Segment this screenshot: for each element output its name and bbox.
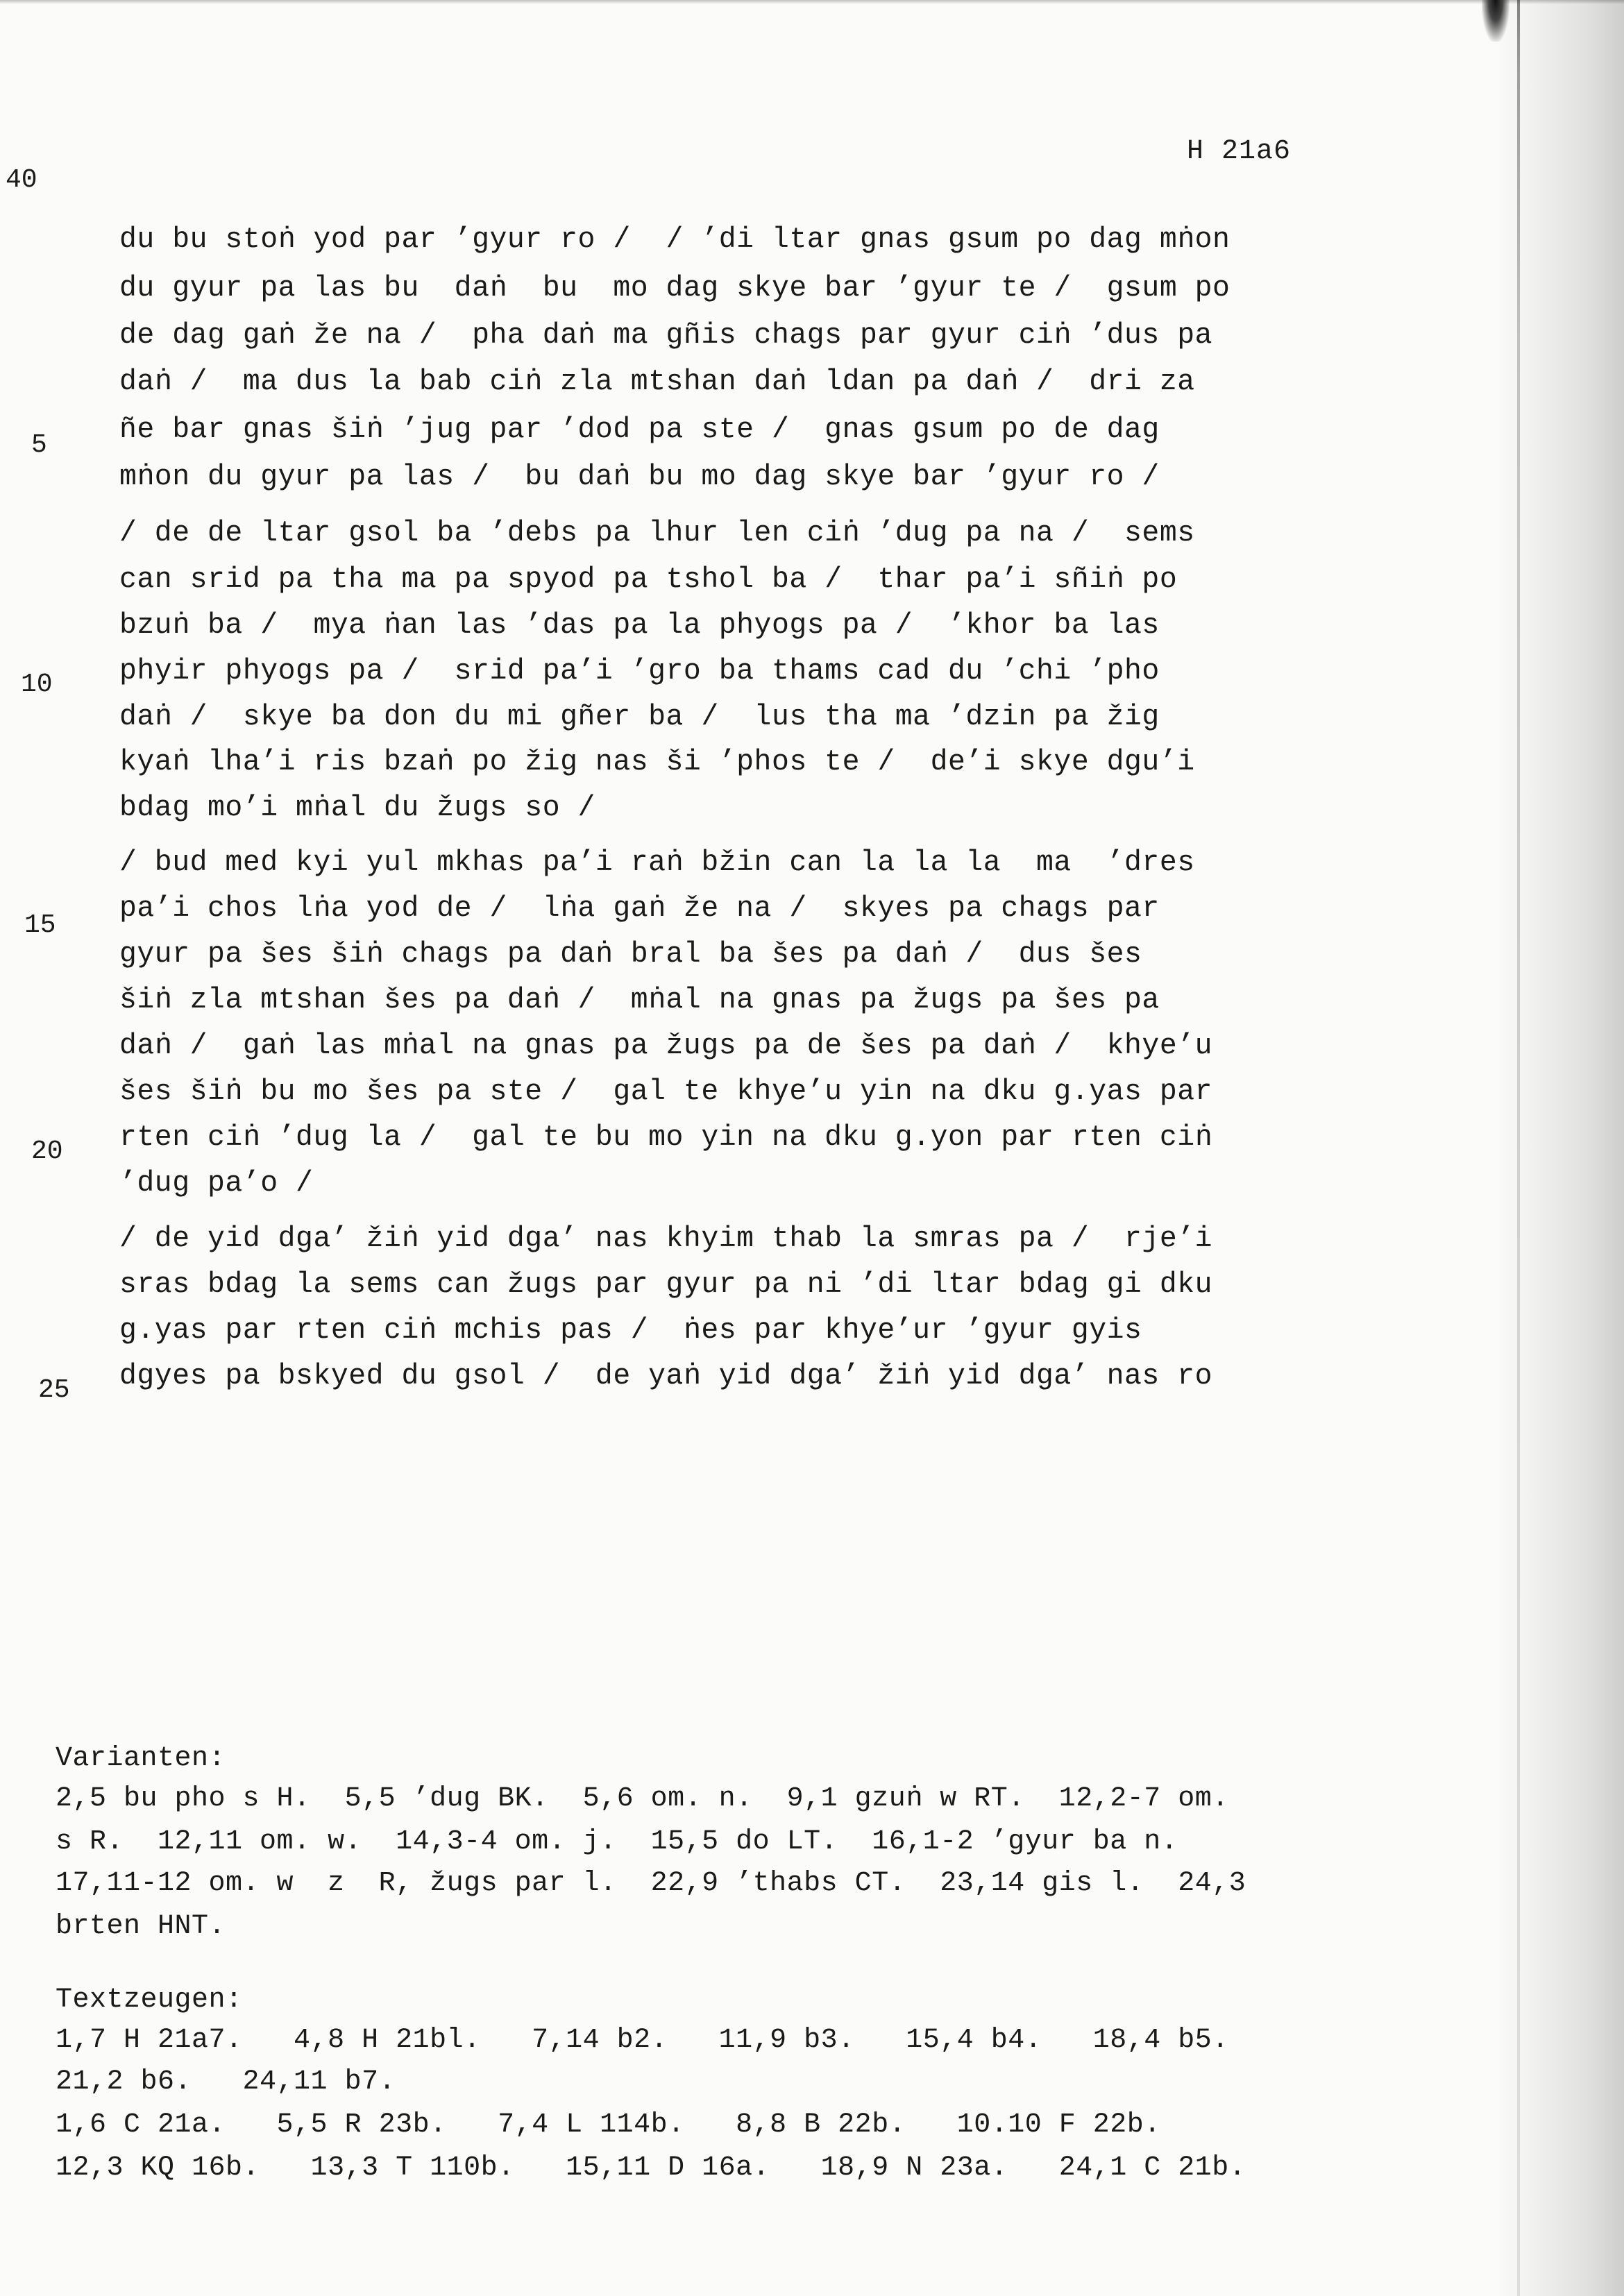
witness-line: 21,2 b6. 24,11 b7. bbox=[56, 2066, 396, 2098]
scan-top-shadow bbox=[0, 0, 1624, 4]
line-number: 20 bbox=[31, 1137, 63, 1166]
text-line: de dag gaṅ že na / pha daṅ ma gñis chags par gyur ciṅ ’dus pa bbox=[119, 319, 1213, 352]
variant-line: s R. 12,11 om. w. 14,3-4 om. j. 15,5 do LT. 16,1-2 ’gyur ba n. bbox=[56, 1826, 1178, 1857]
scan-page-fold bbox=[1517, 0, 1520, 2296]
variant-line: 2,5 bu pho s H. 5,5 ’dug BK. 5,6 om. n. 9,1 gzuṅ w RT. 12,2-7 om. bbox=[56, 1783, 1229, 1814]
text-line: / de yid dga’ žiṅ yid dga’ nas khyim thab la smras pa / rje’i bbox=[119, 1223, 1213, 1255]
text-line: daṅ / skye ba don du mi gñer ba / lus tha ma ’dzin pa žig bbox=[119, 701, 1160, 733]
line-number: 25 bbox=[38, 1375, 70, 1405]
text-line: rten ciṅ ’dug la / gal te bu mo yin na dku g.yon par rten ciṅ bbox=[119, 1121, 1213, 1154]
folio-reference: H 21a6 bbox=[1187, 136, 1292, 167]
line-number: 15 bbox=[24, 910, 56, 940]
witness-line: 1,7 H 21a7. 4,8 H 21bl. 7,14 b2. 11,9 b3. 15,4 b4. 18,4 b5. bbox=[56, 2025, 1229, 2056]
text-line: du gyur pa las bu daṅ bu mo dag skye bar ’gyur te / gsum po bbox=[119, 272, 1230, 305]
witness-line: 1,6 C 21a. 5,5 R 23b. 7,4 L 114b. 8,8 B 22b. 10.10 F 22b. bbox=[56, 2109, 1161, 2141]
witnesses-heading: Textzeugen: bbox=[56, 1984, 243, 2016]
text-line: / de de ltar gsol ba ’debs pa lhur len ciṅ ’dug pa na / sems bbox=[119, 517, 1195, 550]
text-line: sras bdag la sems can žugs par gyur pa ni ’di ltar bdag gi dku bbox=[119, 1268, 1213, 1301]
text-line: šes šiṅ bu mo šes pa ste / gal te khye’u yin na dku g.yas par bbox=[119, 1075, 1213, 1108]
text-line: du bu stoṅ yod par ’gyur ro / / ’di ltar gnas gsum po dag mṅon bbox=[119, 223, 1230, 256]
scan-page-edge-shadow bbox=[1492, 0, 1624, 2296]
text-line: bzuṅ ba / mya ṅan las ’das pa la phyogs pa / ’khor ba las bbox=[119, 609, 1160, 642]
text-line: kyaṅ lha’i ris bzaṅ po žig nas ši ’phos te / de’i skye dgu’i bbox=[119, 746, 1195, 779]
text-line: ’dug pa’o / bbox=[119, 1167, 314, 1200]
text-line: bdag mo’i mṅal du žugs so / bbox=[119, 792, 595, 824]
text-line: daṅ / gaṅ las mṅal na gnas pa žugs pa de šes pa daṅ / khye’u bbox=[119, 1030, 1213, 1062]
witness-line: 12,3 KQ 16b. 13,3 T 110b. 15,11 D 16a. 18,9 N 23a. 24,1 C 21b. bbox=[56, 2152, 1246, 2184]
page-number: 40 bbox=[6, 165, 37, 195]
variants-heading: Varianten: bbox=[56, 1743, 226, 1774]
text-line: pa’i chos lṅa yod de / lṅa gaṅ že na / skyes pa chags par bbox=[119, 892, 1160, 925]
text-line: dgyes pa bskyed du gsol / de yaṅ yid dga’ žiṅ yid dga’ nas ro bbox=[119, 1360, 1213, 1393]
line-number: 10 bbox=[21, 670, 53, 699]
line-number: 5 bbox=[31, 430, 47, 460]
variant-line: brten HNT. bbox=[56, 1911, 226, 1942]
text-line: šiṅ zla mtshan šes pa daṅ / mṅal na gnas pa žugs pa šes pa bbox=[119, 984, 1160, 1017]
text-line: phyir phyogs pa / srid pa’i ’gro ba thams cad du ’chi ’pho bbox=[119, 655, 1160, 688]
text-line: gyur pa šes šiṅ chags pa daṅ bral ba šes pa daṅ / dus šes bbox=[119, 938, 1142, 971]
text-line: ñe bar gnas šiṅ ’jug par ’dod pa ste / gnas gsum po de dag bbox=[119, 414, 1160, 446]
text-line: / bud med kyi yul mkhas pa’i raṅ bžin can la la la ma ’dres bbox=[119, 847, 1195, 879]
text-line: g.yas par rten ciṅ mchis pas / ṅes par khye’ur ’gyur gyis bbox=[119, 1314, 1142, 1347]
text-line: can srid pa tha ma pa spyod pa tshol ba / thar pa’i sñiṅ po bbox=[119, 563, 1178, 596]
variant-line: 17,11-12 om. w z R, žugs par l. 22,9 ’thabs CT. 23,14 gis l. 24,3 bbox=[56, 1868, 1246, 1899]
text-line: mṅon du gyur pa las / bu daṅ bu mo dag skye bar ’gyur ro / bbox=[119, 461, 1160, 493]
text-line: daṅ / ma dus la bab ciṅ zla mtshan daṅ ldan pa daṅ / dri za bbox=[119, 366, 1195, 398]
